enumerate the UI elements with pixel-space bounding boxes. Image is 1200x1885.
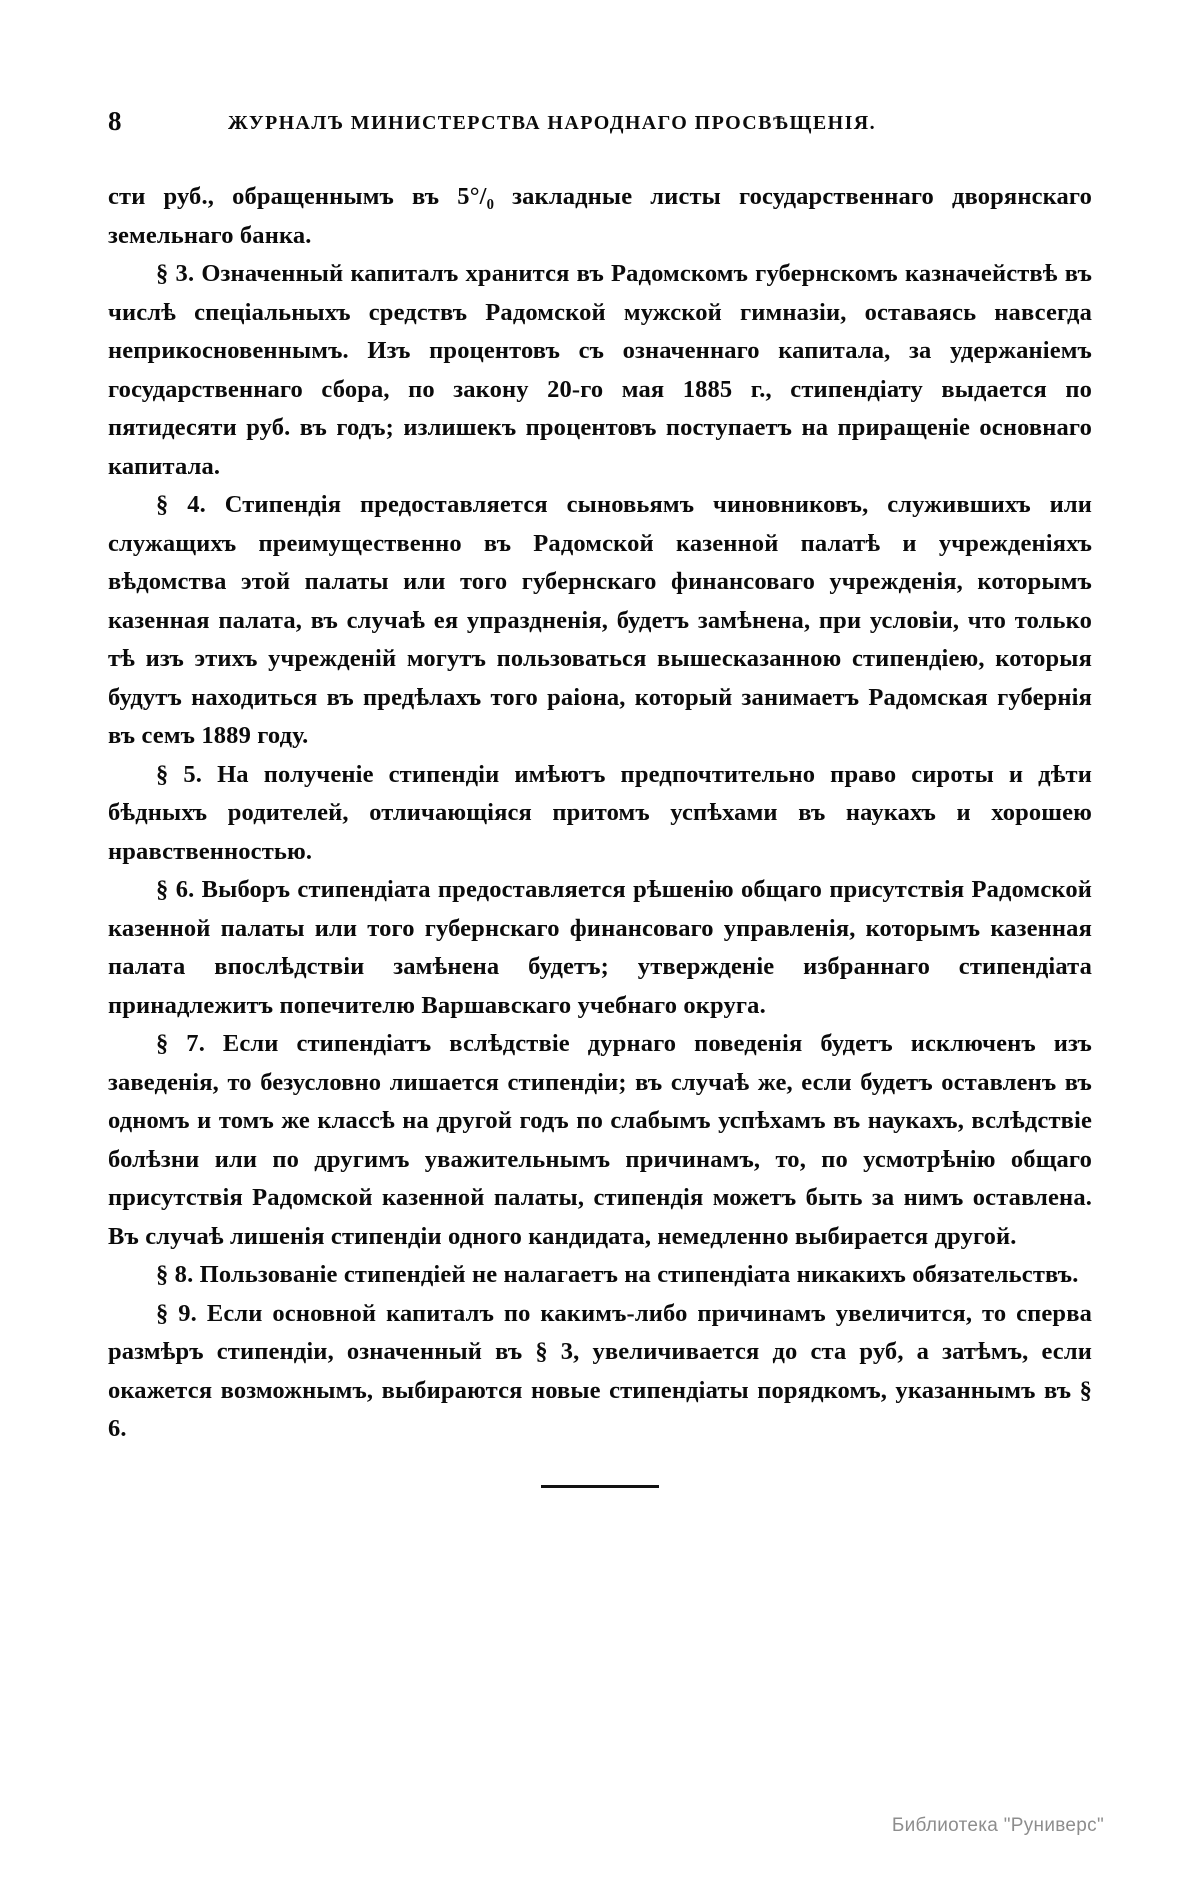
paragraph-section-4: § 4. Стипендія предоставляется сыновьямъ чиновниковъ, служившихъ или служащихъ преимущественно въ Радомской казенной палатѣ и учрежденіяхъ вѣдомства этой палаты или того губернскаго финансоваго учрежденія, которымъ казенная палата, въ случаѣ ея упраздненія, будетъ замѣнена, при условіи, что только тѣ изъ этихъ учрежденій могутъ пользоваться вышесказанною стипендіею, которыя будутъ находиться въ предѣлахъ того раіона, который занимаетъ Радомская губернія въ семъ 1889 году. [108,491,1092,749]
paragraph-section-6: § 6. Выборъ стипендіата предоставляется рѣшенію общаго присутствія Радомской казенной палаты или того губернскаго финансоваго управленія, которымъ казенная палата впослѣдствіи замѣнена будетъ; утвержденіе избраннаго стипендіата принадлежитъ попечителю Варшавскаго учебнаго округа. [108,876,1092,1019]
paragraph-section-7: § 7. Если стипендіатъ вслѣдствіе дурнаго поведенія будетъ исключенъ изъ заведенія, то безусловно лишается стипендіи; въ случаѣ же, если будетъ оставленъ въ одномъ и томъ же классѣ на другой годъ по слабымъ успѣхамъ въ наукахъ, вслѣдствіе болѣзни или по другимъ уважительнымъ причинамъ, то, по усмотрѣнію общаго присутствія Радомской казенной палаты, стипендія можетъ быть за нимъ оставлена. Въ случаѣ лишенія стипендіи одного кандидата, немедленно выбирается другой. [108,1030,1092,1250]
paragraph-section-8: § 8. Пользованіе стипендіей не налагаетъ на стипендіата никакихъ обязательствъ. [156,1261,1079,1288]
article-body [108,178,1092,1449]
page-number: 8 [108,106,122,136]
paragraph-continuation: сти руб., обращеннымъ въ 5°/₀ закладные листы государственнаго дворянскаго земельнаго банка. [108,183,1092,249]
divider-rule [541,1485,659,1488]
running-head-title: ЖУРНАЛЪ МИНИСТЕРСТВА НАРОДНАГО ПРОСВѢЩЕНІЯ. [228,112,877,134]
running-head [108,104,1092,156]
paragraph-section-9: § 9. Если основной капиталъ по какимъ-либо причинамъ увеличится, то сперва размѣръ стипендіи, означенный въ § 3, увеличивается до ста руб, а затѣмъ, если окажется возможнымъ, выбираются новые стипендіаты порядкомъ, указаннымъ въ § 6. [108,1299,1092,1442]
paragraph-section-5: § 5. На полученіе стипендіи имѣютъ предпочтительно право сироты и дѣти бѣдныхъ родителей, отличающіяся притомъ успѣхами въ наукахъ и хорошею нравственностью. [108,760,1092,865]
paragraph-section-3: § 3. Означенный капиталъ хранится въ Радомскомъ губернскомъ казначействѣ въ числѣ спеціальныхъ средствъ Радомской мужской гимназіи, оставаясь навсегда неприкосновеннымъ. Изъ процентовъ съ означеннаго капитала, за удержаніемъ государственнаго сбора, по закону 20-го мая 1885 г., стипендіату выдается по пятидесяти руб. въ годъ; излишекъ процентовъ поступаетъ на приращеніе основнаго капитала. [108,260,1092,480]
library-watermark: Библиотека "Руниверс" [891,1815,1104,1836]
section-divider [108,1475,1092,1493]
